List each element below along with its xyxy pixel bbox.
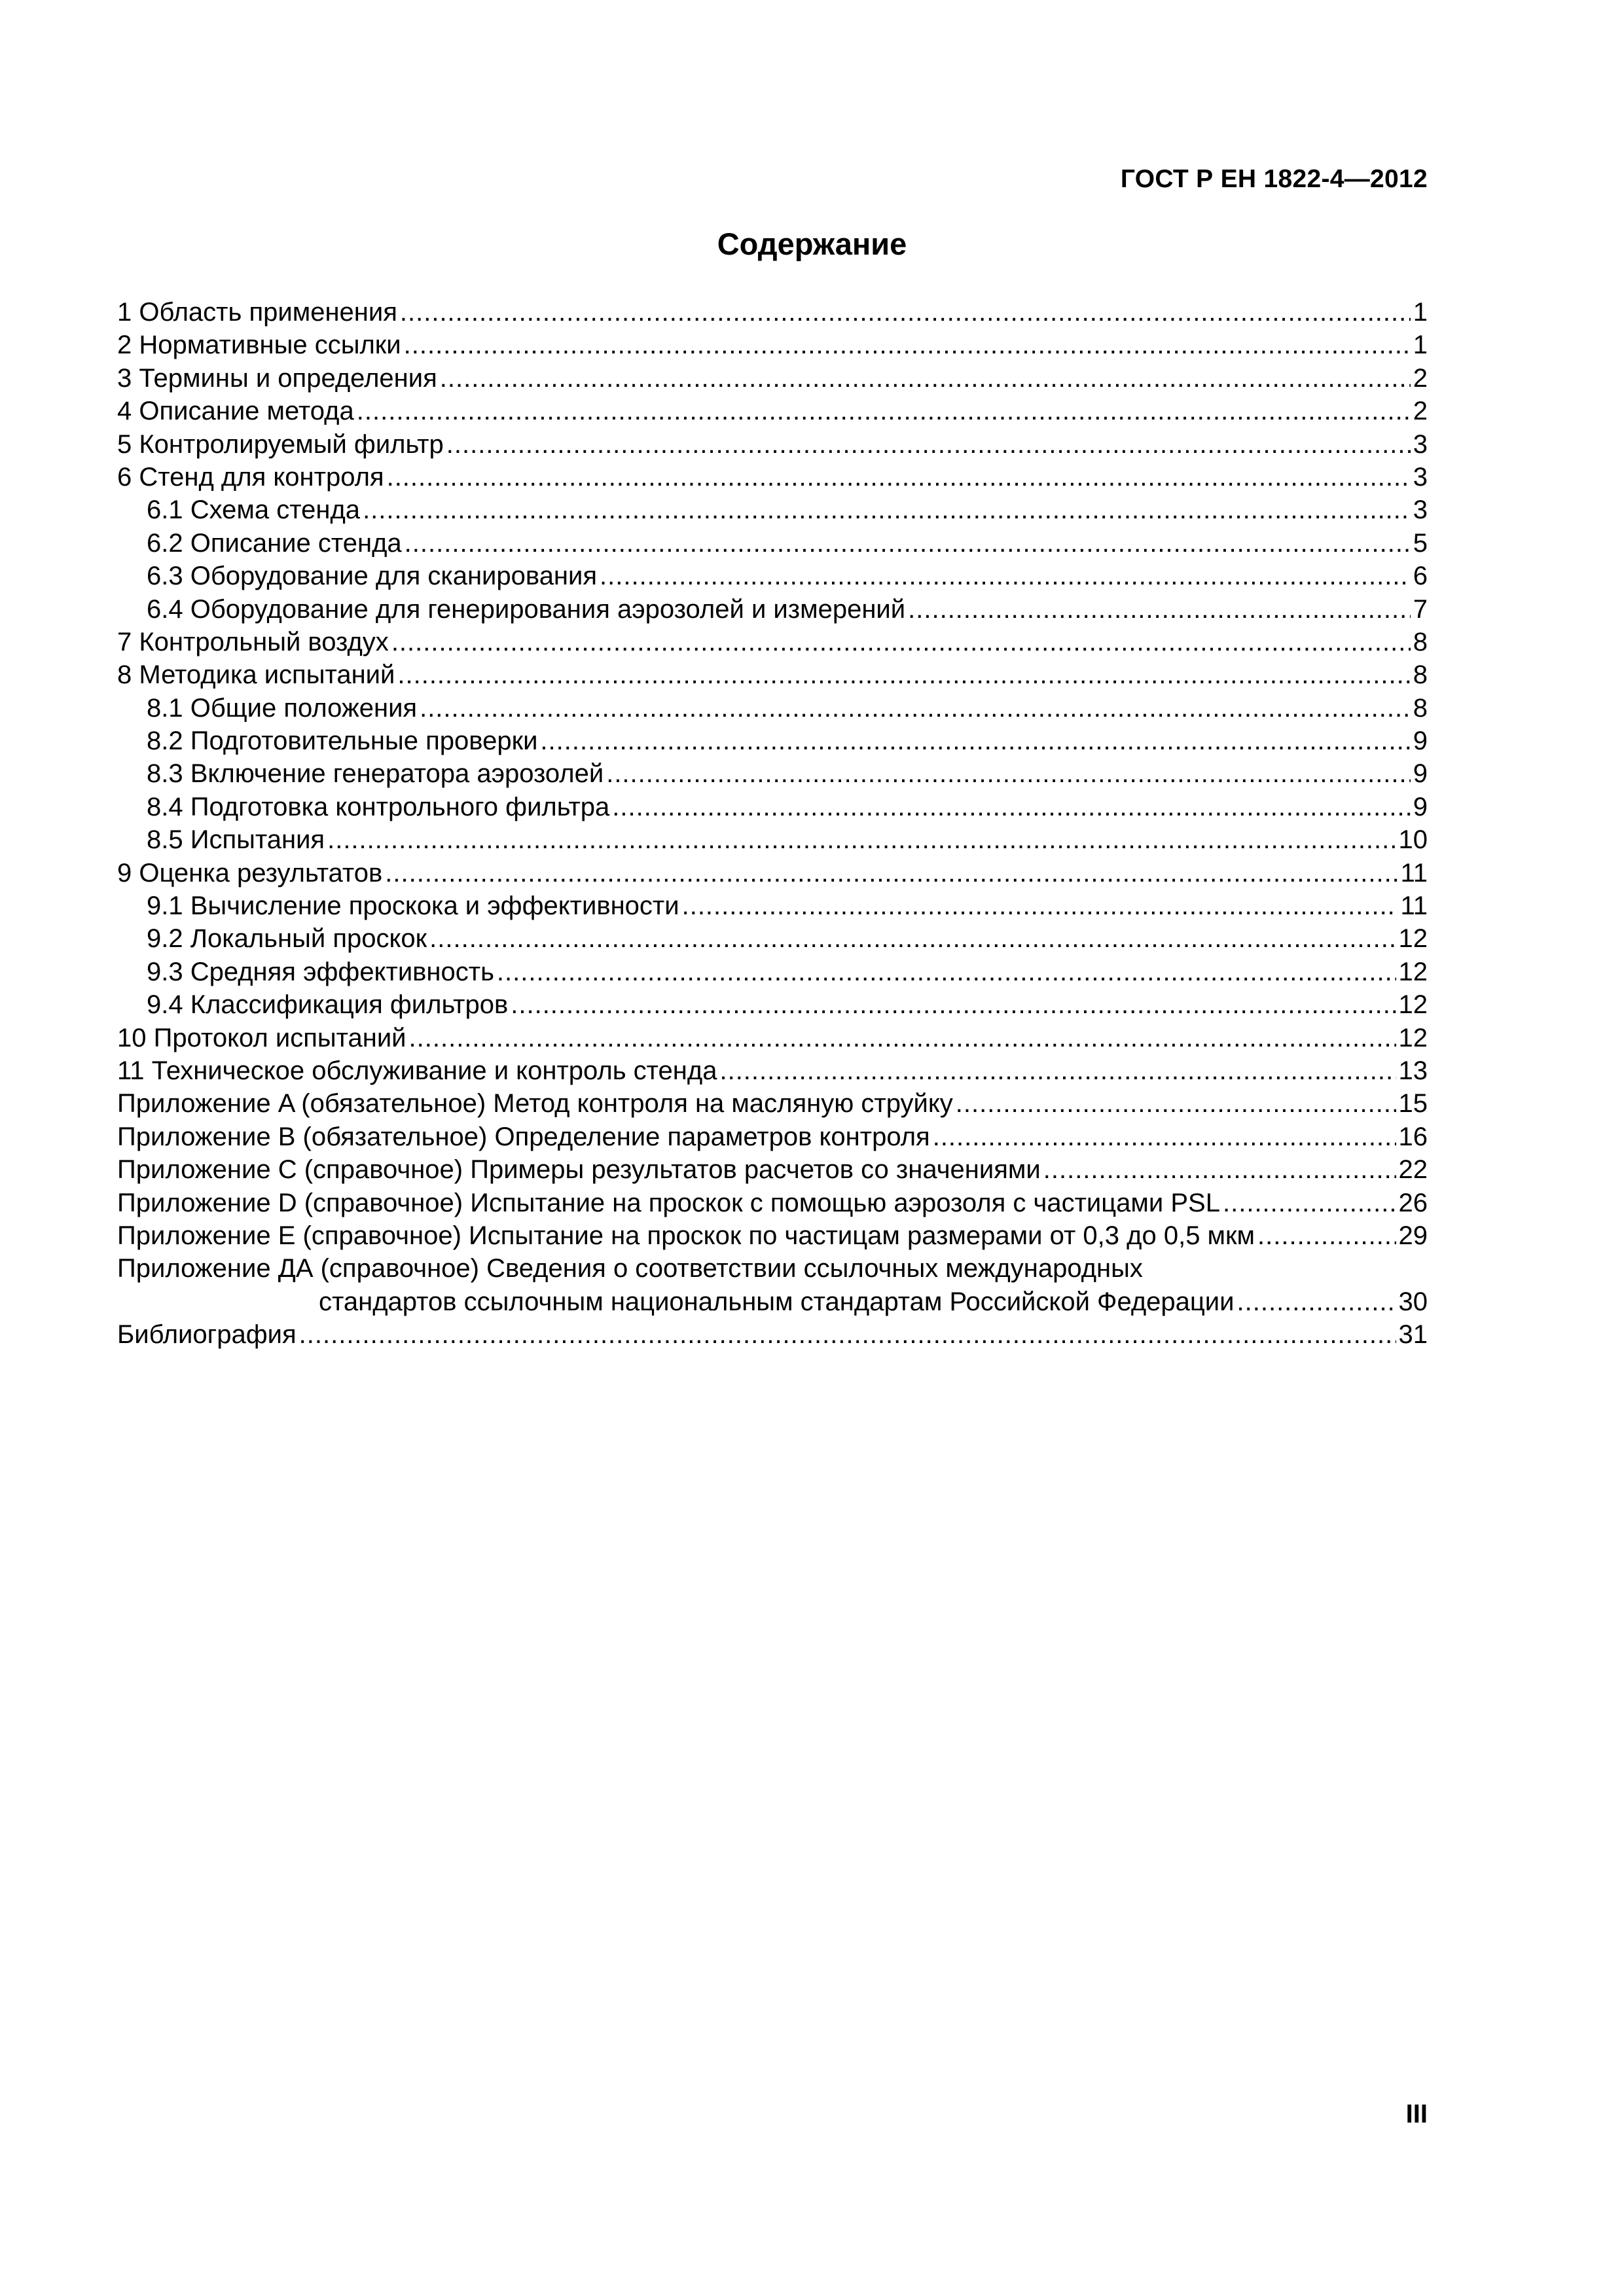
toc-entry-page: 1 [1413,298,1428,327]
toc-entry[interactable] [117,857,1428,889]
toc-entry-page: 12 [1398,990,1428,1020]
toc-leader-dots [497,956,1396,988]
toc-entry-label: 6.2 Описание стенда [147,528,402,558]
toc-entry-label: 9.4 Классификация фильтров [147,990,509,1020]
toc-entry-label: 7 Контрольный воздух [117,627,389,656]
toc-subentry[interactable] [117,593,1428,626]
toc-leader-dots [933,1121,1396,1153]
toc-entry-page: 9 [1413,726,1428,756]
table-of-contents [117,296,1428,1352]
toc-entry[interactable] [117,1022,1428,1054]
toc-subentry[interactable] [117,692,1428,725]
toc-entry-label: 1 Область применения [117,298,397,327]
toc-entry-label: 9.1 Вычисление проскока и эффективности [147,891,679,921]
toc-entry-label: 6 Стенд для контроля [117,462,384,492]
toc-entry[interactable] [117,428,1428,461]
toc-entry-page: 8 [1413,693,1428,723]
toc-subentry[interactable] [117,493,1428,526]
toc-leader-dots [327,823,1396,856]
toc-appendix-entry[interactable] [117,1187,1428,1219]
toc-entry-page: 8 [1413,627,1428,656]
toc-entry-page: 2 [1413,363,1428,393]
toc-leader-dots [511,988,1396,1021]
toc-entry-label: 8.5 Испытания [147,825,325,855]
toc-entry-label: Приложение E (справочное) Испытание на проскок по частицам размерами от 0,3 до 0,5 мкм [117,1221,1255,1250]
toc-subentry[interactable] [117,527,1428,560]
toc-appendix-entry[interactable] [117,1087,1428,1120]
toc-entry-page: 10 [1398,825,1428,855]
toc-appendix-entry[interactable] [117,1252,1428,1285]
toc-entry-label: Приложение D (справочное) Испытание на проскок с помощью аэрозоля с частицами PSL [117,1188,1220,1217]
toc-entry-page: 5 [1413,528,1428,558]
toc-entry-page: 31 [1398,1320,1428,1350]
toc-entry-page: 3 [1413,429,1428,459]
toc-entry-page: 13 [1398,1056,1428,1085]
toc-entry-page: 26 [1398,1188,1428,1217]
toc-entry[interactable] [117,1318,1428,1351]
toc-entry[interactable] [117,329,1428,361]
toc-appendix-entry-continuation[interactable] [117,1285,1428,1318]
toc-leader-dots [397,658,1410,691]
toc-entry-label: 6.4 Оборудование для генерирования аэрозолей и измерений [147,594,906,624]
toc-entry-page: 15 [1398,1089,1428,1119]
toc-entry-page: 7 [1413,594,1428,624]
toc-entry-page: 3 [1413,462,1428,492]
toc-appendix-entry[interactable] [117,1121,1428,1153]
toc-entry[interactable] [117,461,1428,493]
toc-subentry[interactable] [117,956,1428,988]
toc-leader-dots [363,493,1411,526]
toc-entry[interactable] [117,1054,1428,1087]
toc-appendix-entry[interactable] [117,1219,1428,1252]
toc-entry-page: 12 [1398,1023,1428,1052]
toc-leader-dots [682,889,1398,922]
toc-entry-label: 5 Контролируемый фильтр [117,429,444,459]
toc-leader-dots [540,725,1410,757]
toc-entry[interactable] [117,626,1428,658]
toc-leader-dots [446,428,1411,461]
toc-entry-label: 3 Термины и определения [117,363,437,393]
toc-leader-dots [956,1087,1396,1120]
toc-entry-page: 30 [1398,1287,1428,1316]
toc-entry-label: 4 Описание метода [117,397,354,426]
toc-entry-label: 11 Техническое обслуживание и контроль стенда [117,1056,717,1085]
toc-leader-dots [719,1054,1396,1087]
toc-entry[interactable] [117,658,1428,691]
toc-subentry[interactable] [117,922,1428,955]
toc-leader-dots [420,692,1411,725]
document-id-header: ГОСТ Р ЕН 1822-4—2012 [1120,165,1428,193]
toc-leader-dots [440,362,1411,395]
toc-leader-dots [400,296,1411,329]
toc-entry-page: 9 [1413,792,1428,821]
toc-leader-dots [404,329,1411,361]
toc-entry-page: 16 [1398,1122,1428,1151]
toc-entry-label: 8 Методика испытаний [117,660,395,690]
toc-leader-dots [391,626,1411,658]
toc-leader-dots [299,1318,1396,1351]
toc-entry-label: 2 Нормативные ссылки [117,331,401,360]
toc-entry-label: 8.3 Включение генератора аэрозолей [147,759,604,789]
toc-subentry[interactable] [117,889,1428,922]
toc-leader-dots [409,1022,1396,1054]
toc-entry-label: 6.1 Схема стенда [147,495,361,525]
toc-entry[interactable] [117,362,1428,395]
toc-leader-dots [606,757,1411,790]
toc-entry-label: стандартов ссылочным национальным стандартам Российской Федерации [319,1287,1235,1316]
toc-entry-label: Приложение B (обязательное) Определение параметров контроля [117,1122,930,1151]
toc-entry-label: Приложение A (обязательное) Метод контроля на масляную струйку [117,1089,953,1119]
toc-subentry[interactable] [117,757,1428,790]
toc-leader-dots [600,560,1411,592]
page-title: Содержание [717,226,907,261]
toc-entry-label: 8.4 Подготовка контрольного фильтра [147,792,610,821]
toc-entry-page: 8 [1413,660,1428,690]
toc-leader-dots [1043,1153,1396,1186]
toc-entry-page: 6 [1413,562,1428,591]
toc-entry-label: Приложение C (справочное) Примеры результатов расчетов со значениями [117,1155,1041,1185]
toc-leader-dots [908,593,1411,626]
page-number: III [1405,2100,1428,2128]
toc-leader-dots [387,461,1411,493]
toc-leader-dots [612,791,1410,823]
toc-entry-label: 10 Протокол испытаний [117,1023,406,1052]
toc-entry-label: 9.3 Средняя эффективность [147,957,494,986]
toc-entry-label: 9 Оценка результатов [117,858,383,888]
toc-leader-dots [1237,1285,1396,1318]
toc-entry-page: 9 [1413,759,1428,789]
toc-entry-page: 22 [1398,1155,1428,1185]
toc-leader-dots [357,395,1411,427]
toc-entry-page: 12 [1398,924,1428,954]
toc-entry-page: 3 [1413,495,1428,525]
toc-entry-label: 6.3 Оборудование для сканирования [147,562,598,591]
toc-subentry[interactable] [117,988,1428,1021]
toc-entry-page: 2 [1413,397,1428,426]
toc-entry-page: 12 [1398,957,1428,986]
toc-entry-label: 8.2 Подготовительные проверки [147,726,538,756]
toc-leader-dots [405,527,1411,560]
toc-entry-label: 8.1 Общие положения [147,693,418,723]
toc-entry-page: 11 [1400,891,1428,921]
toc-entry-label: 9.2 Локальный проскок [147,924,427,954]
toc-entry[interactable] [117,296,1428,329]
toc-leader-dots [1257,1219,1396,1252]
toc-subentry[interactable] [117,791,1428,823]
toc-entry-label: Библиография [117,1320,297,1350]
toc-entry-page: 11 [1400,858,1428,888]
toc-subentry[interactable] [117,823,1428,856]
toc-entry-label: Приложение ДА (справочное) Сведения о соответствии ссылочных международных [117,1254,1143,1283]
toc-leader-dots [429,922,1396,955]
toc-subentry[interactable] [117,560,1428,592]
toc-entry[interactable] [117,395,1428,427]
toc-leader-dots [385,857,1398,889]
toc-entry-page: 1 [1413,331,1428,360]
toc-entry-page: 29 [1398,1221,1428,1250]
toc-subentry[interactable] [117,725,1428,757]
toc-appendix-entry[interactable] [117,1153,1428,1186]
toc-leader-dots [1223,1187,1396,1219]
